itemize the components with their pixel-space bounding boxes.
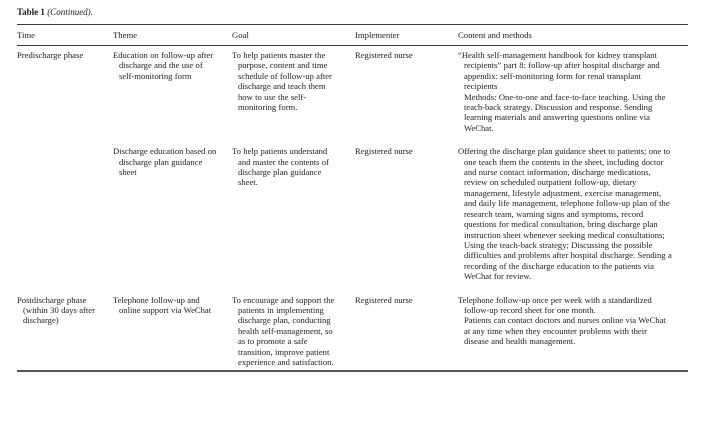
cell-goal: To encourage and support the patients in implementing discharge plan, conducting health self-management, so as to promote a safe transition, improve patient experience and satisfaction. <box>232 294 335 367</box>
table-row <box>17 291 688 372</box>
column-header-time: Time <box>17 25 113 46</box>
column-header-goal: Goal <box>232 25 355 46</box>
cell-goal: To help patients master the purpose, content and time schedule of follow-up after discharge and teach them how to use the self-monitoring form. <box>232 50 332 113</box>
table-row <box>17 142 688 290</box>
column-header-implementer: Implementer <box>355 25 458 46</box>
intervention-table <box>17 24 688 372</box>
column-header-theme: Theme <box>113 25 232 46</box>
cell-theme: Telephone follow-up and online support via WeChat <box>113 294 212 315</box>
cell-time: Postdischarge phase (within 30 days after discharge) <box>17 294 95 326</box>
cell-theme: Education on follow-up after discharge and the use of self-monitoring form <box>113 50 214 81</box>
cell-content: Offering the discharge plan guidance sheet to patients; one to one teach them the contents in the sheet, including doctor and nurse contact information, discharge medications, review on scheduled outpatient follow-up, dietary management, lifestyle adjustment, exercise management, and daily life management, telephone follow-up plan of the research team, warning signs and symptoms, record questions for medical consultation, bring discharge plan instruction sheet whenever seeking medical consultations; Using the teach-back strategy; Discussing the possible difficulties and problems after hospital discharge. Sending a recording of the discharge education to the patients via WeChat for review. <box>458 146 672 282</box>
table-caption-continued: (Continued). <box>47 7 93 17</box>
cell-content: “Health self-management handbook for kidney transplant recipients” part 8: follow-up after hospital discharge and appendix: self-monitoring form for renal transplant recipients Methods: One-to-one and face-to-face teaching. Using the teach-back strategy. Discussion and response. Sending learning materials and answering questions online via WeChat. <box>458 50 666 133</box>
cell-time: Predischarge phase <box>17 50 84 60</box>
cell-theme: Discharge education based on discharge plan guidance sheet <box>113 146 217 178</box>
table-caption-label: Table 1 <box>17 7 45 17</box>
cell-goal: To help patients understand and master the contents of discharge plan guidance sheet. <box>232 146 330 188</box>
cell-implementer: Registered nurse <box>355 50 413 60</box>
table-header <box>17 25 688 46</box>
cell-implementer: Registered nurse <box>355 294 413 305</box>
cell-time <box>17 142 113 290</box>
cell-content: Telephone follow-up once per week with a standardized follow-up record sheet for one month. Patients can contact doctors and nurses online via WeChat at any time when they encounter problems with their disease and health management. <box>458 294 666 347</box>
table-body <box>17 46 688 372</box>
header-row <box>17 25 688 46</box>
table-row <box>17 46 688 143</box>
table-caption <box>17 7 688 18</box>
cell-implementer: Registered nurse <box>355 146 413 157</box>
column-header-content-and-methods: Content and methods <box>458 25 688 46</box>
